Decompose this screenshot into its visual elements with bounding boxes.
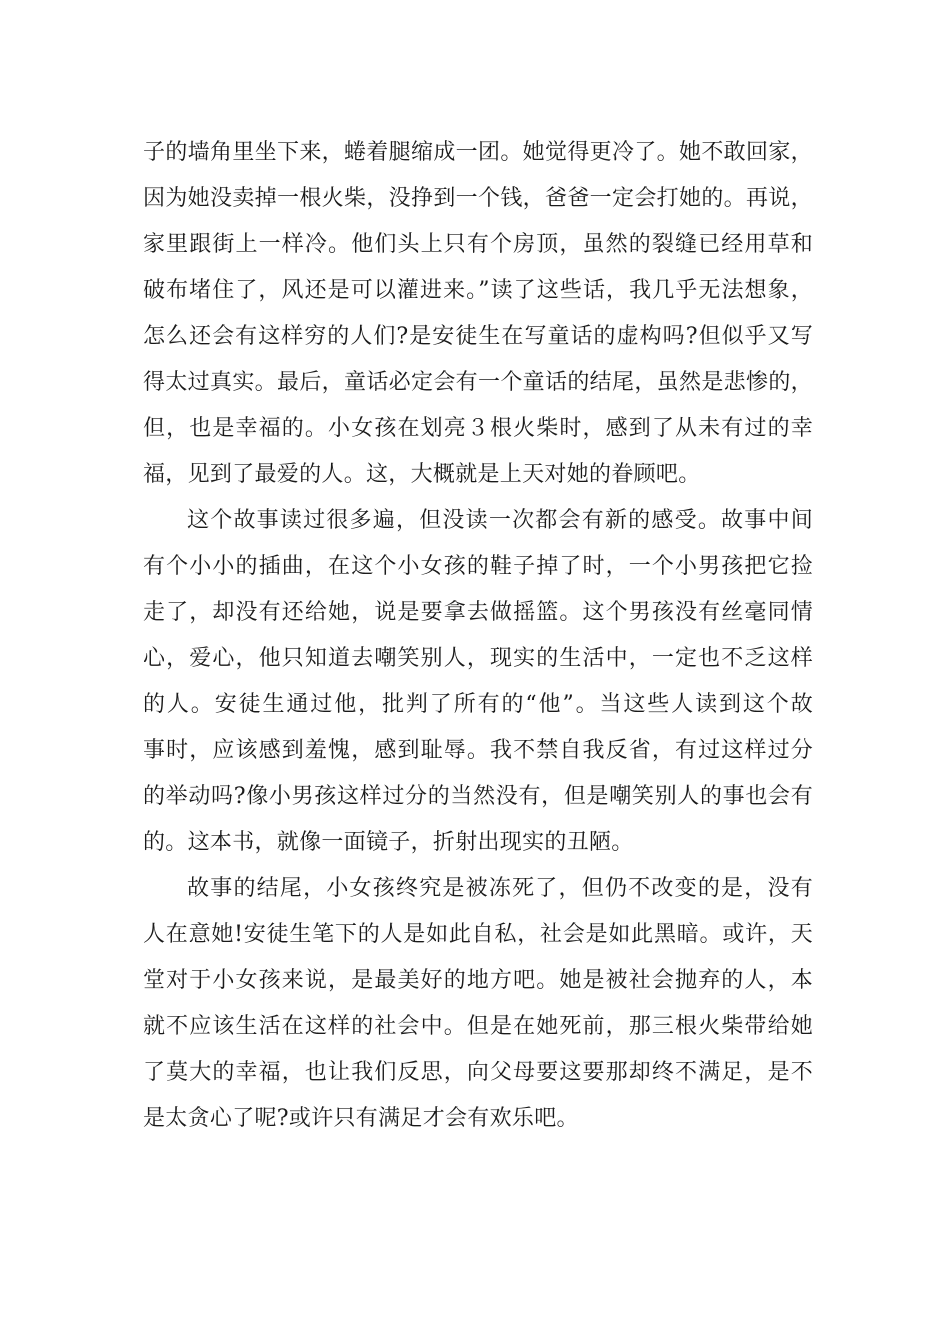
text-line: 因为她没卖掉一根火柴，没挣到一个钱，爸爸一定会打她的。再说，: [143, 186, 813, 211]
text-line: 的。这本书，就像一面镜子，折射出现实的丑陋。: [143, 830, 634, 855]
text-line: 堂对于小女孩来说，是最美好的地方吧。她是被社会抛弃的人，本: [143, 968, 813, 993]
text-line: 子的墙角里坐下来，蜷着腿缩成一团。她觉得更冷了。她不敢回家，: [143, 140, 813, 165]
paragraph-1: [143, 130, 813, 498]
text-line: 故事的结尾，小女孩终究是被冻死了，但仍不改变的是，没有: [187, 876, 813, 901]
text-line: 是太贪心了呢?或许只有满足才会有欢乐吧。: [143, 1106, 579, 1131]
text-line: 人在意她!安徒生笔下的人是如此自私，社会是如此黑暗。或许，天: [143, 922, 813, 947]
text-line: 破布堵住了，风还是可以灌进来。”读了这些话，我几乎无法想象，: [143, 278, 813, 303]
text-line: 心，爱心，他只知道去嘲笑别人，现实的生活中，一定也不乏这样: [143, 646, 813, 671]
text-line: 就不应该生活在这样的社会中。但是在她死前，那三根火柴带给她: [143, 1014, 813, 1039]
text-line: 但，也是幸福的。小女孩在划亮３根火柴时，感到了从未有过的幸: [143, 416, 813, 441]
text-line: 这个故事读过很多遍，但没读一次都会有新的感受。故事中间: [187, 508, 813, 533]
text-line: 福，见到了最爱的人。这，大概就是上天对她的眷顾吧。: [143, 462, 701, 487]
paragraph-2: [143, 498, 813, 866]
text-line: 有个小小的插曲，在这个小女孩的鞋子掉了时，一个小男孩把它捡: [143, 554, 813, 579]
body-text: [143, 130, 813, 1142]
text-line: 家里跟街上一样冷。他们头上只有个房顶，虽然的裂缝已经用草和: [143, 232, 813, 257]
text-line: 走了，却没有还给她，说是要拿去做摇篮。这个男孩没有丝毫同情: [143, 600, 813, 625]
paragraph-3: [143, 866, 813, 1142]
text-line: 事时，应该感到羞愧，感到耻辱。我不禁自我反省，有过这样过分: [143, 738, 813, 763]
text-line: 了莫大的幸福，也让我们反思，向父母要这要那却终不满足，是不: [143, 1060, 813, 1085]
text-line: 怎么还会有这样穷的人们?是安徒生在写童话的虚构吗?但似乎又写: [143, 324, 813, 349]
text-line: 的举动吗?像小男孩这样过分的当然没有，但是嘲笑别人的事也会有: [143, 784, 813, 809]
text-line: 的人。安徒生通过他，批判了所有的“他”。当这些人读到这个故: [143, 692, 813, 717]
text-line: 得太过真实。最后，童话必定会有一个童话的结尾，虽然是悲惨的，: [143, 370, 813, 395]
